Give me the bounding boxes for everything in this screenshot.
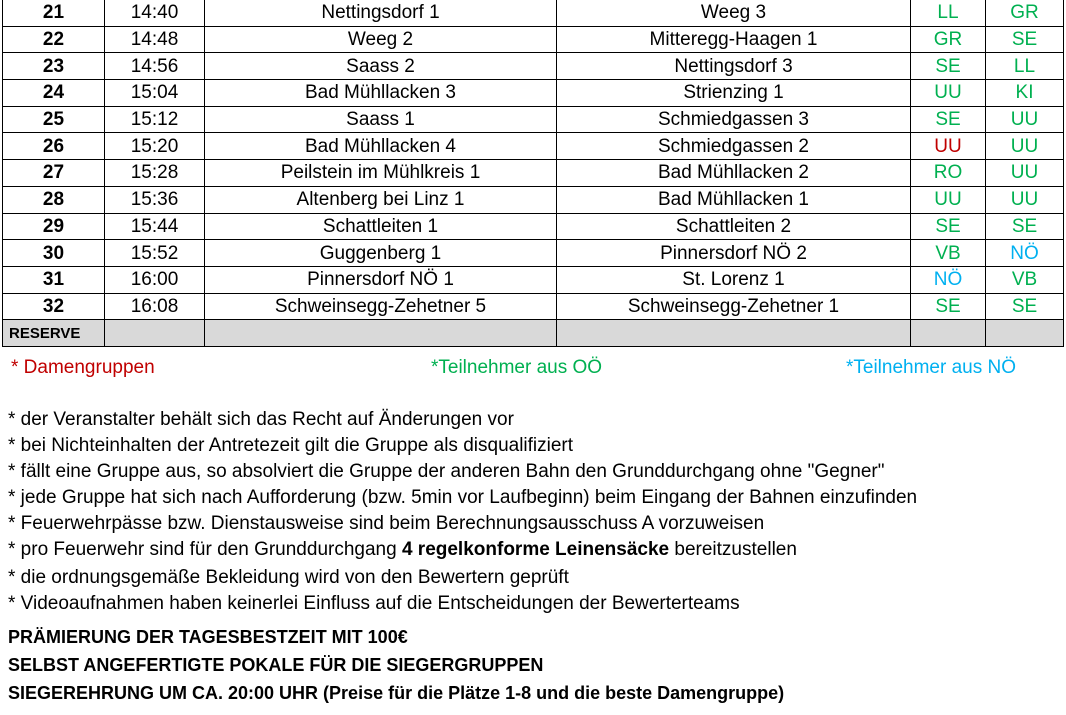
start-number: 24 — [3, 80, 105, 107]
table-row — [3, 160, 1064, 187]
start-number: 23 — [3, 53, 105, 80]
start-number: 32 — [3, 293, 105, 320]
start-time: 14:56 — [105, 53, 205, 80]
district-code-b: SE — [986, 26, 1064, 53]
district-code-b: SE — [986, 293, 1064, 320]
team-lane-a: Bad Mühllacken 3 — [205, 80, 557, 107]
reserve-empty-cell — [986, 320, 1064, 347]
start-time: 15:28 — [105, 160, 205, 187]
reserve-row — [3, 320, 1064, 347]
table-row — [3, 80, 1064, 107]
reserve-empty-cell — [557, 320, 911, 347]
table-row — [3, 26, 1064, 53]
start-number: 31 — [3, 266, 105, 293]
start-time: 14:40 — [105, 0, 205, 26]
start-time: 15:52 — [105, 240, 205, 267]
district-code-b: VB — [986, 266, 1064, 293]
district-code-b: UU — [986, 160, 1064, 187]
district-code-b: GR — [986, 0, 1064, 26]
reserve-empty-cell — [911, 320, 986, 347]
announcement-tagesbestzeit: PRÄMIERUNG DER TAGESBESTZEIT MIT 100€ — [8, 627, 408, 647]
note-item: * der Veranstalter behält sich das Recht auf Änderungen vor — [8, 409, 514, 430]
start-number: 27 — [3, 160, 105, 187]
start-time: 15:44 — [105, 213, 205, 240]
team-lane-b: Mitteregg-Haagen 1 — [557, 26, 911, 53]
table-row — [3, 240, 1064, 267]
award-announcements — [8, 623, 784, 707]
start-time: 15:36 — [105, 186, 205, 213]
district-code-b: NÖ — [986, 240, 1064, 267]
district-code-b: UU — [986, 133, 1064, 160]
start-time: 15:12 — [105, 106, 205, 133]
start-time: 14:48 — [105, 26, 205, 53]
team-lane-b: Bad Mühllacken 1 — [557, 186, 911, 213]
legend-damengruppen: * Damengruppen — [11, 357, 155, 378]
note-item: * Videoaufnahmen haben keinerlei Einfluss auf die Entscheidungen der Bewerterteams — [8, 593, 740, 614]
team-lane-a: Schweinsegg-Zehetner 5 — [205, 293, 557, 320]
start-time: 15:20 — [105, 133, 205, 160]
district-code-b: UU — [986, 186, 1064, 213]
team-lane-a: Bad Mühllacken 4 — [205, 133, 557, 160]
rules-notes — [8, 407, 917, 617]
team-lane-b: Schattleiten 2 — [557, 213, 911, 240]
start-time: 16:00 — [105, 266, 205, 293]
team-lane-a: Saass 1 — [205, 106, 557, 133]
start-list-table — [2, 0, 1064, 347]
legend-teilnehmer-noe: *Teilnehmer aus NÖ — [846, 357, 1017, 378]
note-item: * fällt eine Gruppe aus, so absolviert die Gruppe der anderen Bahn den Grunddurchgang ohne "Gegner" — [8, 461, 885, 482]
district-code-a: UU — [911, 186, 986, 213]
district-code-a: UU — [911, 133, 986, 160]
start-number: 28 — [3, 186, 105, 213]
legend-teilnehmer-ooe: *Teilnehmer aus OÖ — [431, 357, 603, 378]
district-code-a: LL — [911, 0, 986, 26]
team-lane-b: Schmiedgassen 3 — [557, 106, 911, 133]
reserve-label: RESERVE — [3, 320, 105, 347]
table-row — [3, 213, 1064, 240]
district-code-b: UU — [986, 106, 1064, 133]
district-code-b: SE — [986, 213, 1064, 240]
team-lane-a: Nettingsdorf 1 — [205, 0, 557, 26]
table-row — [3, 106, 1064, 133]
note-item: * bei Nichteinhalten der Antretezeit gilt die Gruppe als disqualifiziert — [8, 435, 574, 456]
table-row — [3, 186, 1064, 213]
start-number: 25 — [3, 106, 105, 133]
team-lane-b: Pinnersdorf NÖ 2 — [557, 240, 911, 267]
team-lane-b: Weeg 3 — [557, 0, 911, 26]
start-number: 22 — [3, 26, 105, 53]
team-lane-b: Strienzing 1 — [557, 80, 911, 107]
team-lane-a: Pinnersdorf NÖ 1 — [205, 266, 557, 293]
district-code-b: LL — [986, 53, 1064, 80]
district-code-a: SE — [911, 106, 986, 133]
reserve-empty-cell — [105, 320, 205, 347]
district-code-a: NÖ — [911, 266, 986, 293]
team-lane-a: Schattleiten 1 — [205, 213, 557, 240]
table-row — [3, 266, 1064, 293]
district-code-a: VB — [911, 240, 986, 267]
announcement-pokale: SELBST ANGEFERTIGTE POKALE FÜR DIE SIEGERGRUPPEN — [8, 655, 544, 675]
start-time: 15:04 — [105, 80, 205, 107]
team-lane-b: St. Lorenz 1 — [557, 266, 911, 293]
start-number: 29 — [3, 213, 105, 240]
note-item: * die ordnungsgemäße Bekleidung wird von den Bewertern geprüft — [8, 567, 569, 588]
team-lane-b: Nettingsdorf 3 — [557, 53, 911, 80]
team-lane-a: Peilstein im Mühlkreis 1 — [205, 160, 557, 187]
team-lane-b: Schweinsegg-Zehetner 1 — [557, 293, 911, 320]
start-number: 21 — [3, 0, 105, 26]
start-list-body — [3, 0, 1064, 346]
table-row — [3, 53, 1064, 80]
start-time: 16:08 — [105, 293, 205, 320]
start-number: 26 — [3, 133, 105, 160]
district-code-a: SE — [911, 213, 986, 240]
team-lane-a: Guggenberg 1 — [205, 240, 557, 267]
announcement-siegerehrung: SIEGEREHRUNG UM CA. 20:00 UHR (Preise für die Plätze 1-8 und die beste Damengruppe) — [8, 683, 785, 703]
table-row — [3, 293, 1064, 320]
note-text: * pro Feuerwehr sind für den Grunddurchgang — [8, 539, 402, 560]
district-code-a: UU — [911, 80, 986, 107]
table-row — [3, 0, 1064, 26]
note-item-leinensaecke — [8, 537, 917, 563]
district-code-a: SE — [911, 293, 986, 320]
district-code-a: RO — [911, 160, 986, 187]
note-item: * Feuerwehrpässe bzw. Dienstausweise sind beim Berechnungsausschuss A vorzuweisen — [8, 513, 765, 534]
note-bold-text: 4 regelkonforme Leinensäcke — [401, 539, 670, 560]
start-number: 30 — [3, 240, 105, 267]
team-lane-b: Bad Mühllacken 2 — [557, 160, 911, 187]
note-item: * jede Gruppe hat sich nach Aufforderung (bzw. 5min vor Laufbeginn) beim Eingang der Bahnen einzufinden — [8, 487, 918, 508]
team-lane-a: Altenberg bei Linz 1 — [205, 186, 557, 213]
reserve-empty-cell — [205, 320, 557, 347]
team-lane-a: Saass 2 — [205, 53, 557, 80]
table-row — [3, 133, 1064, 160]
district-code-b: KI — [986, 80, 1064, 107]
team-lane-b: Schmiedgassen 2 — [557, 133, 911, 160]
team-lane-a: Weeg 2 — [205, 26, 557, 53]
district-code-a: SE — [911, 53, 986, 80]
note-text: bereitzustellen — [669, 539, 797, 560]
district-code-a: GR — [911, 26, 986, 53]
